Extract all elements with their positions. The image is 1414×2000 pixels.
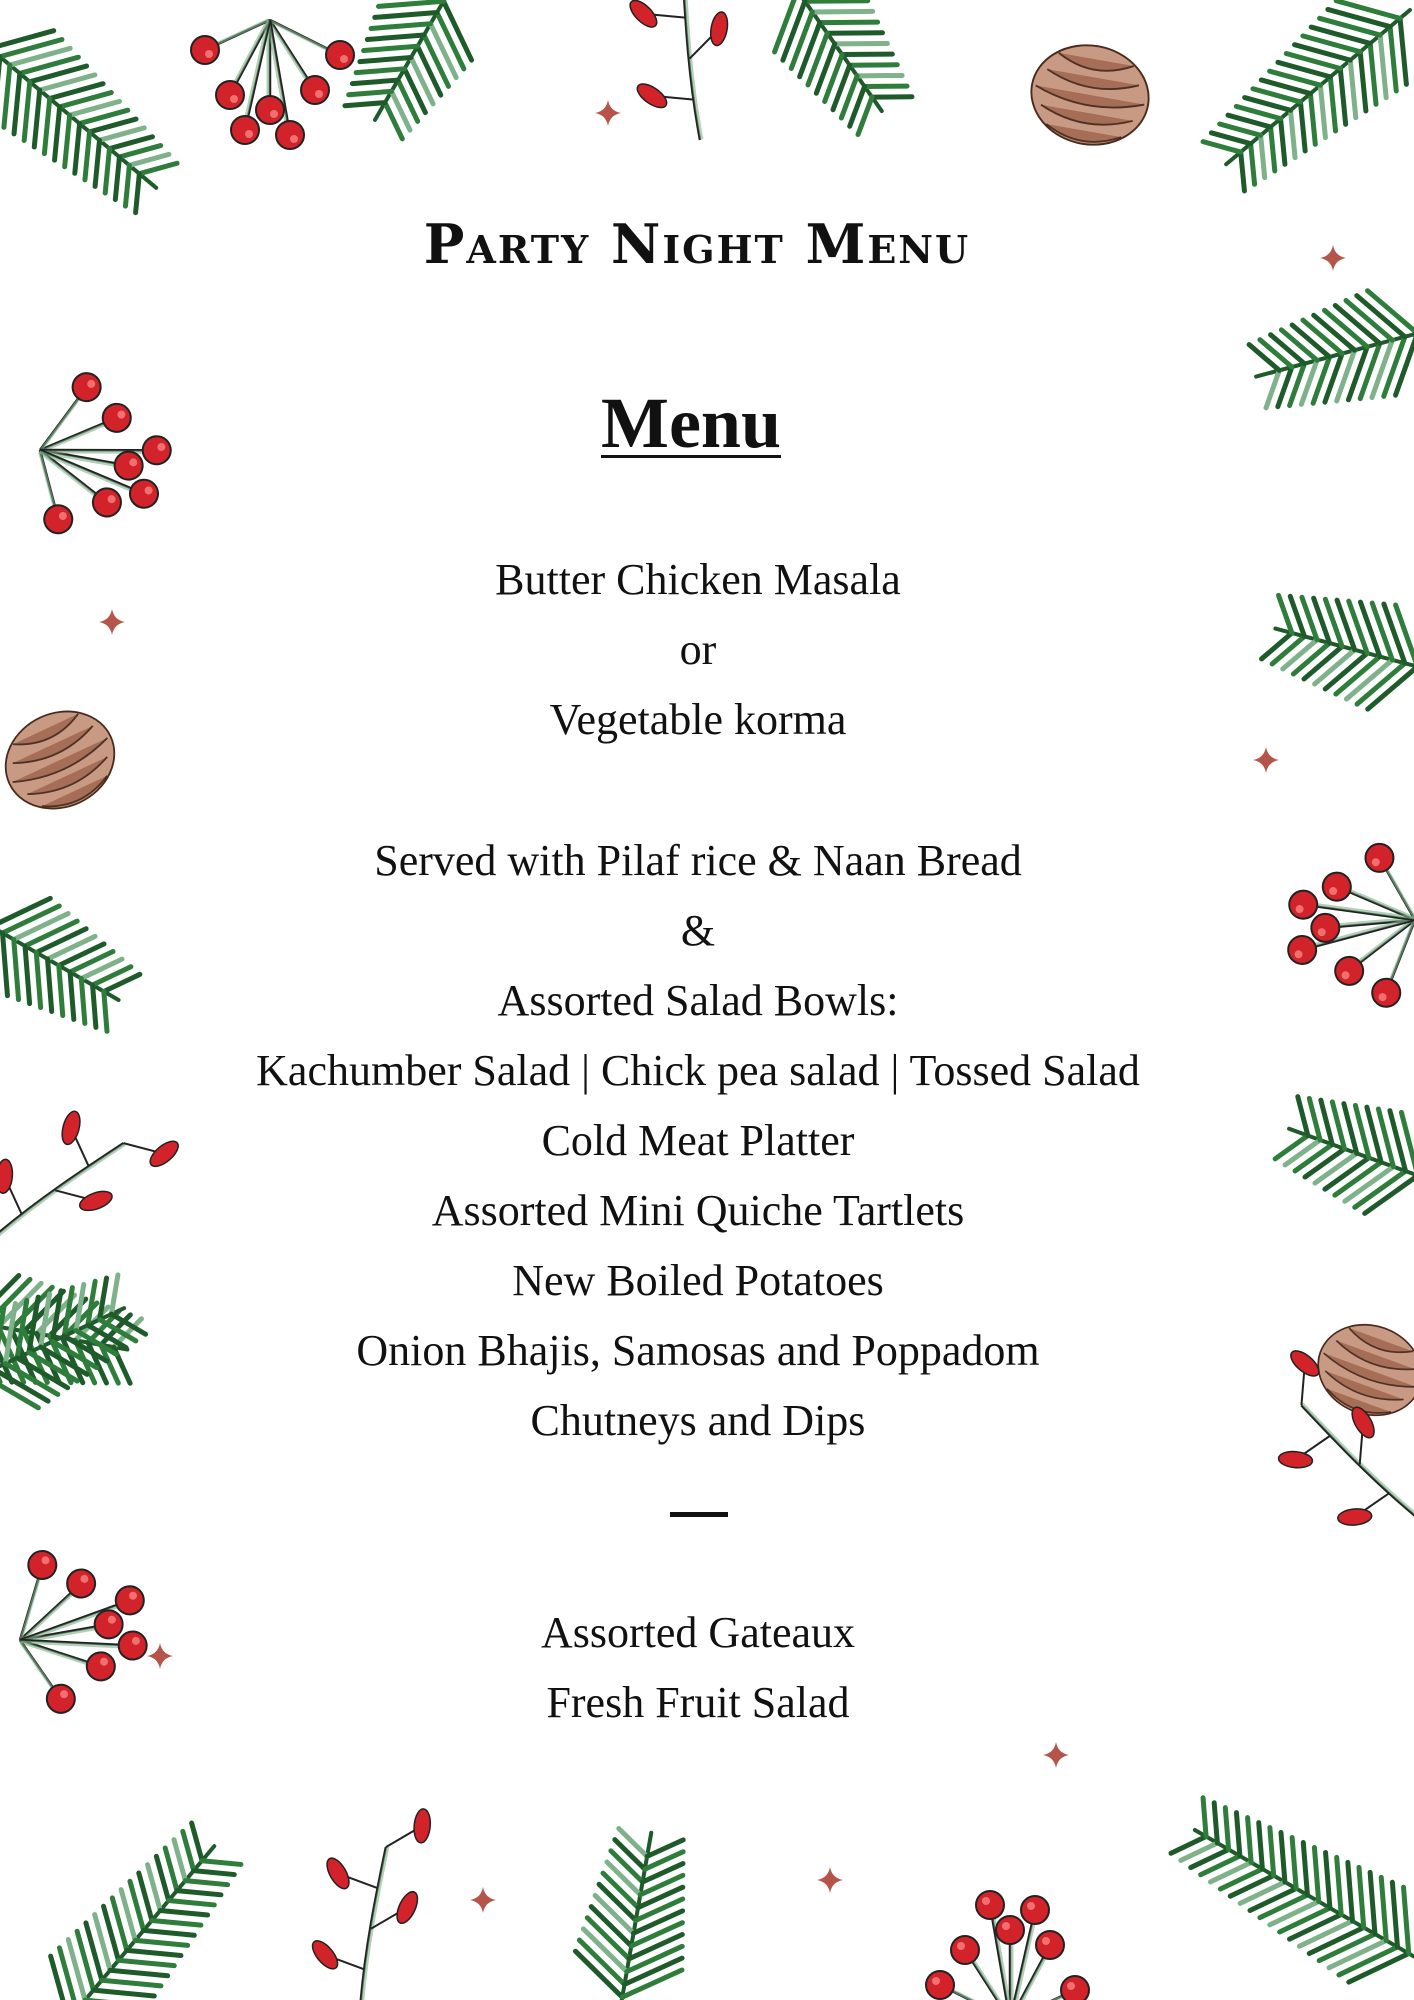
menu-item: Served with Pilaf rice & Naan Bread — [374, 836, 1022, 885]
menu-item: Cold Meat Platter — [541, 1116, 855, 1165]
sides-list — [0, 826, 1396, 1456]
menu-item: Fresh Fruit Salad — [546, 1678, 850, 1727]
section-divider — [670, 1512, 728, 1517]
menu-item: Kachumber Salad | Chick pea salad | Tossed Salad — [256, 1046, 1140, 1095]
menu-item: & — [680, 906, 716, 955]
menu-item: or — [679, 625, 717, 674]
menu-item: Chutneys and Dips — [530, 1396, 866, 1445]
menu-item: Assorted Salad Bowls: — [497, 976, 899, 1025]
menu-item: Vegetable korma — [549, 695, 847, 744]
menu-item: New Boiled Potatoes — [512, 1256, 884, 1305]
dessert-list — [0, 1598, 1396, 1738]
menu-item: Onion Bhajis, Samosas and Poppadom — [356, 1326, 1040, 1375]
menu-item: Assorted Gateaux — [540, 1608, 855, 1657]
main-course-list — [0, 545, 1396, 755]
menu-heading: Menu — [601, 383, 781, 463]
menu-item: Assorted Mini Quiche Tartlets — [431, 1186, 965, 1235]
page-title: Party Night Menu — [423, 212, 971, 276]
menu-item: Butter Chicken Masala — [495, 555, 901, 604]
